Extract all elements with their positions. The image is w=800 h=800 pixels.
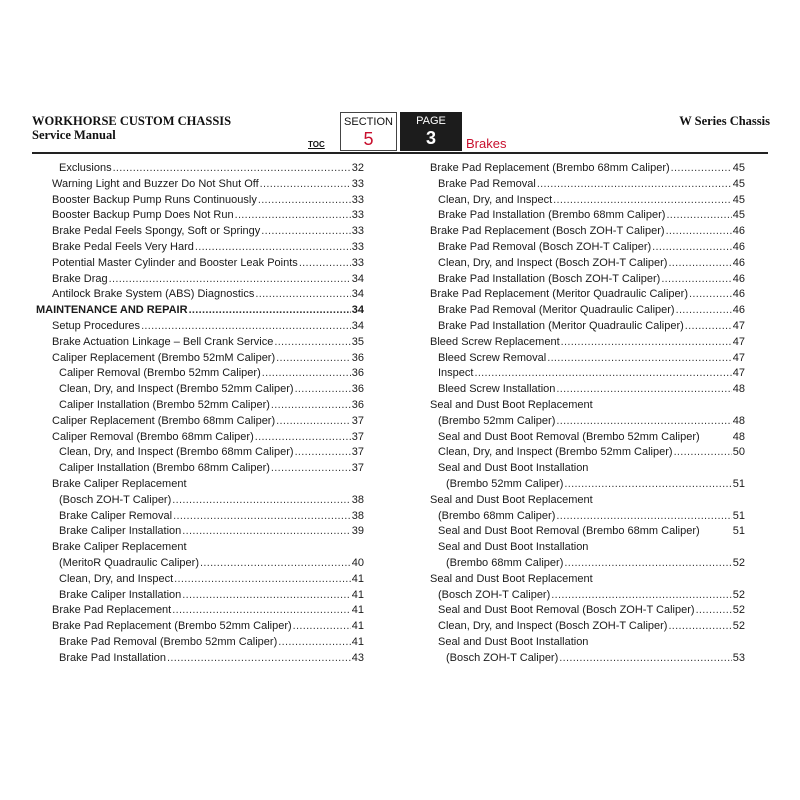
toc-entry-page: 52 bbox=[732, 620, 745, 633]
dot-leader bbox=[295, 382, 351, 398]
toc-entry[interactable] bbox=[430, 445, 745, 461]
toc-entry[interactable] bbox=[36, 208, 364, 224]
toc-entry-page: 33 bbox=[351, 240, 364, 253]
toc-entry-title: Brake Pad Replacement (Meritor Quadraulic Caliper) bbox=[430, 288, 688, 301]
toc-entry-title: Brake Pad Replacement (Brembo 68mm Caliper) bbox=[430, 162, 670, 174]
toc-entry-page: 36 bbox=[351, 383, 364, 396]
toc-entry-title: (Bosch ZOH-T Caliper) bbox=[59, 493, 172, 506]
brand-name: WORKHORSE CUSTOM CHASSIS bbox=[32, 114, 232, 128]
toc-entry-page: 46 bbox=[732, 304, 745, 317]
dot-leader bbox=[671, 161, 732, 177]
toc-entry-page: 51 bbox=[732, 477, 745, 490]
toc-entry-page: 41 bbox=[351, 635, 364, 648]
dot-leader bbox=[172, 603, 351, 619]
toc-entry-title: Clean, Dry, and Inspect (Brembo 52mm Caliper) bbox=[438, 446, 673, 459]
dot-leader bbox=[262, 366, 351, 382]
toc-entry[interactable] bbox=[36, 588, 364, 604]
dot-leader bbox=[195, 240, 351, 256]
toc-entry-title: Booster Backup Pump Runs Continuously bbox=[52, 193, 257, 206]
dot-leader bbox=[547, 351, 732, 367]
manual-type: Service Manual bbox=[32, 128, 116, 142]
toc-entry-title: Brake Pad Removal bbox=[438, 177, 536, 190]
dot-leader bbox=[661, 272, 731, 288]
toc-entry-page: 46 bbox=[732, 256, 745, 269]
toc-entry[interactable] bbox=[36, 351, 364, 367]
toc-entry[interactable] bbox=[36, 224, 364, 240]
toc-entry-title: Seal and Dust Boot Installation bbox=[438, 462, 589, 475]
toc-entry-title: (Brembo 52mm Caliper) bbox=[446, 477, 564, 490]
toc-entry[interactable] bbox=[430, 524, 745, 540]
toc-entry[interactable] bbox=[36, 319, 364, 335]
dot-leader bbox=[200, 556, 351, 572]
toc-entry[interactable] bbox=[36, 556, 364, 572]
toc-entry[interactable] bbox=[430, 635, 745, 651]
section-indicator bbox=[340, 112, 397, 151]
toc-left-column bbox=[36, 161, 364, 667]
toc-entry[interactable] bbox=[430, 540, 745, 556]
toc-entry[interactable] bbox=[430, 335, 745, 351]
toc-entry[interactable] bbox=[36, 177, 364, 193]
toc-entry[interactable] bbox=[430, 651, 745, 667]
toc-entry-page: 34 bbox=[351, 304, 364, 317]
toc-entry-page: 34 bbox=[351, 272, 364, 285]
toc-entry[interactable] bbox=[36, 477, 364, 493]
toc-entry-page: 48 bbox=[732, 414, 745, 427]
section-label: SECTION bbox=[344, 116, 393, 128]
toc-entry[interactable] bbox=[430, 572, 745, 588]
toc-entry[interactable] bbox=[36, 493, 364, 509]
toc-entry-page: 48 bbox=[732, 430, 745, 443]
toc-entry-page: 47 bbox=[732, 335, 745, 348]
toc-entry[interactable] bbox=[36, 303, 364, 319]
toc-right-column bbox=[430, 161, 745, 667]
toc-entry-title: Brake Actuation Linkage – Bell Crank Service bbox=[52, 335, 274, 348]
dot-leader bbox=[182, 524, 350, 540]
toc-entry-title: Brake Pad Installation (Meritor Quadraulic Caliper) bbox=[438, 319, 684, 332]
dot-leader bbox=[271, 398, 351, 414]
toc-entry[interactable] bbox=[430, 493, 745, 509]
toc-entry[interactable] bbox=[430, 477, 745, 493]
toc-entry-title: Brake Caliper Installation bbox=[59, 525, 182, 538]
toc-entry-page: 45 bbox=[732, 209, 745, 222]
toc-entry-page: 41 bbox=[351, 588, 364, 601]
toc-entry-page: 41 bbox=[351, 604, 364, 617]
toc-entry-title: Bleed Screw Installation bbox=[438, 383, 556, 396]
toc-entry-title: Brake Caliper Removal bbox=[59, 509, 173, 522]
dot-leader bbox=[564, 477, 731, 493]
toc-entry[interactable] bbox=[36, 430, 364, 446]
toc-entry-title: (MeritoR Quadraulic Caliper) bbox=[59, 556, 199, 569]
toc-entry-page: 34 bbox=[351, 319, 364, 332]
toc-entry-page: 41 bbox=[351, 572, 364, 585]
toc-entry-page: 46 bbox=[732, 272, 745, 285]
toc-entry-page: 43 bbox=[351, 651, 364, 664]
toc-entry[interactable] bbox=[36, 272, 364, 288]
toc-entry-page: 38 bbox=[351, 509, 364, 522]
dot-leader bbox=[189, 303, 351, 319]
dot-leader bbox=[561, 335, 732, 351]
toc-entry-page: 45 bbox=[732, 177, 745, 190]
toc-entry-title: (Brembo 68mm Caliper) bbox=[446, 556, 564, 569]
dot-leader bbox=[174, 572, 351, 588]
toc-entry[interactable] bbox=[36, 619, 364, 635]
header-divider bbox=[32, 152, 768, 154]
dot-leader bbox=[666, 208, 731, 224]
toc-entry-title: Inspect bbox=[438, 367, 474, 380]
dot-leader bbox=[553, 193, 732, 209]
toc-entry-title: Caliper Removal (Brembo 52mm Caliper) bbox=[59, 367, 261, 380]
toc-entry[interactable] bbox=[36, 287, 364, 303]
chassis-series-title: W Series Chassis bbox=[679, 114, 770, 128]
toc-entry[interactable] bbox=[36, 445, 364, 461]
toc-entry-title: Brake Pad Removal (Brembo 52mm Caliper) bbox=[59, 635, 278, 648]
dot-leader bbox=[261, 224, 350, 240]
toc-entry-title: Setup Procedures bbox=[52, 319, 141, 332]
toc-entry-page: 35 bbox=[351, 335, 364, 348]
toc-entry-title: Caliper Replacement (Brembo 68mm Caliper) bbox=[52, 414, 276, 427]
toc-entry-title: Brake Pedal Feels Spongy, Soft or Springy bbox=[52, 225, 261, 238]
toc-entry-title: Brake Caliper Replacement bbox=[52, 541, 187, 554]
dot-leader bbox=[666, 224, 732, 240]
toc-entry-title: Brake Pad Removal (Meritor Quadraulic Caliper) bbox=[438, 304, 675, 317]
toc-entry-title: Bleed Screw Replacement bbox=[430, 335, 560, 348]
page-indicator bbox=[400, 112, 462, 151]
toc-entry[interactable] bbox=[430, 603, 745, 619]
toc-entry-page: 48 bbox=[732, 383, 745, 396]
toc-entry[interactable] bbox=[36, 398, 364, 414]
toc-entry[interactable] bbox=[36, 509, 364, 525]
toc-entry[interactable] bbox=[36, 161, 364, 177]
dot-leader bbox=[652, 240, 732, 256]
toc-entry[interactable] bbox=[430, 319, 745, 335]
manual-header bbox=[32, 114, 231, 142]
toc-entry-page: 33 bbox=[351, 256, 364, 269]
toc-entry-page: 46 bbox=[732, 225, 745, 238]
toc-entry-page: 51 bbox=[732, 525, 745, 538]
dot-leader bbox=[556, 382, 731, 398]
section-number: 5 bbox=[363, 129, 374, 149]
toc-entry-page: 33 bbox=[351, 209, 364, 222]
dot-leader bbox=[674, 445, 732, 461]
toc-entry[interactable] bbox=[430, 414, 745, 430]
toc-entry-title: Brake Caliper Replacement bbox=[52, 477, 187, 490]
toc-entry-page: 36 bbox=[351, 398, 364, 411]
toc-entry-page: 33 bbox=[351, 177, 364, 190]
toc-entry-title: Seal and Dust Boot Installation bbox=[438, 541, 589, 554]
toc-entry-page: 45 bbox=[732, 162, 745, 174]
dot-leader bbox=[668, 619, 731, 635]
toc-entry[interactable] bbox=[430, 619, 745, 635]
toc-entry-page: 33 bbox=[351, 193, 364, 206]
dot-leader bbox=[278, 635, 351, 651]
toc-entry-title: Brake Caliper Installation bbox=[59, 588, 182, 601]
toc-entry-title: Brake Pad Removal (Bosch ZOH-T Caliper) bbox=[438, 240, 652, 253]
toc-entry-title: Caliper Replacement (Brembo 52mM Caliper) bbox=[52, 351, 276, 364]
dot-leader bbox=[167, 651, 351, 667]
toc-entry[interactable] bbox=[36, 193, 364, 209]
dot-leader bbox=[293, 619, 351, 635]
dot-leader bbox=[559, 651, 731, 667]
dot-leader bbox=[235, 208, 351, 224]
toc-entry-page: 34 bbox=[351, 288, 364, 301]
toc-entry-page: 52 bbox=[732, 604, 745, 617]
toc-entry[interactable] bbox=[430, 272, 745, 288]
toc-entry-page: 32 bbox=[351, 162, 364, 174]
toc-entry-title: Brake Pad Replacement (Brembo 52mm Caliper) bbox=[52, 620, 292, 633]
toc-entry-title: Brake Pad Installation (Bosch ZOH-T Caliper) bbox=[438, 272, 661, 285]
dot-leader bbox=[276, 351, 351, 367]
toc-entry-title: Potential Master Cylinder and Booster Leak Points bbox=[52, 256, 298, 269]
toc-entry-page: 47 bbox=[732, 319, 745, 332]
dot-leader bbox=[668, 256, 731, 272]
section-title: Brakes bbox=[466, 136, 507, 151]
toc-entry-title: Brake Pad Installation bbox=[59, 651, 167, 664]
dot-leader bbox=[564, 556, 731, 572]
toc-entry-page: 36 bbox=[351, 351, 364, 364]
toc-entry[interactable] bbox=[36, 414, 364, 430]
toc-entry-page: 33 bbox=[351, 225, 364, 238]
toc-entry[interactable] bbox=[36, 461, 364, 477]
dot-leader bbox=[260, 177, 351, 193]
toc-entry[interactable] bbox=[430, 588, 745, 604]
toc-entry-page: 52 bbox=[732, 588, 745, 601]
toc-entry-title: Brake Pad Replacement (Bosch ZOH-T Caliper) bbox=[430, 225, 665, 238]
toc-entry-title: Brake Pad Replacement bbox=[52, 604, 172, 617]
dot-leader bbox=[109, 272, 351, 288]
toc-entry[interactable] bbox=[430, 240, 745, 256]
toc-entry-title: Bleed Screw Removal bbox=[438, 351, 547, 364]
toc-entry[interactable] bbox=[36, 335, 364, 351]
dot-leader bbox=[173, 509, 351, 525]
page-number: 3 bbox=[425, 128, 436, 148]
dot-leader bbox=[276, 414, 351, 430]
page-label: PAGE bbox=[416, 115, 446, 127]
toc-entry-title: Clean, Dry, and Inspect (Brembo 52mm Caliper) bbox=[59, 383, 294, 396]
toc-entry-page: 47 bbox=[732, 367, 745, 380]
dot-leader bbox=[113, 161, 351, 177]
toc-entry[interactable] bbox=[36, 524, 364, 540]
dot-leader bbox=[556, 509, 731, 525]
dot-leader bbox=[676, 303, 732, 319]
toc-entry-title: Caliper Installation (Brembo 52mm Caliper) bbox=[59, 398, 270, 411]
toc-entry[interactable] bbox=[430, 287, 745, 303]
toc-entry[interactable] bbox=[430, 161, 745, 177]
dot-leader bbox=[685, 319, 732, 335]
toc-entry-title: Antilock Brake System (ABS) Diagnostics bbox=[52, 288, 255, 301]
toc-entry-title: Clean, Dry, and Inspect (Bosch ZOH-T Caliper) bbox=[438, 620, 668, 633]
toc-entry[interactable] bbox=[430, 556, 745, 572]
toc-entry-title: Booster Backup Pump Does Not Run bbox=[52, 209, 234, 222]
toc-entry[interactable] bbox=[430, 351, 745, 367]
toc-entry-title: Clean, Dry, and Inspect (Bosch ZOH-T Caliper) bbox=[438, 256, 668, 269]
toc-entry-title: Clean, Dry, and Inspect (Brembo 68mm Caliper) bbox=[59, 446, 294, 459]
toc-entry[interactable] bbox=[430, 461, 745, 477]
toc-entry-page: 45 bbox=[732, 193, 745, 206]
toc-entry-title: Brake Pad Installation (Brembo 68mm Caliper) bbox=[438, 209, 666, 222]
toc-entry-page: 51 bbox=[732, 509, 745, 522]
toc-entry-page: 40 bbox=[351, 556, 364, 569]
dot-leader bbox=[255, 430, 351, 446]
toc-entry-page: 41 bbox=[351, 620, 364, 633]
toc-entry-page: 37 bbox=[351, 430, 364, 443]
toc-entry[interactable] bbox=[430, 224, 745, 240]
toc-entry-page: 46 bbox=[732, 288, 745, 301]
toc-entry-title: Seal and Dust Boot Removal (Bosch ZOH-T Caliper) bbox=[438, 604, 695, 617]
toc-entry-page: 37 bbox=[351, 462, 364, 475]
toc-entry-title: Seal and Dust Boot Installation bbox=[438, 635, 589, 648]
toc-entry[interactable] bbox=[430, 509, 745, 525]
dot-leader bbox=[696, 603, 732, 619]
toc-entry-title: Caliper Installation (Brembo 68mm Caliper) bbox=[59, 462, 270, 475]
dot-leader bbox=[474, 366, 731, 382]
toc-entry-title: Clean, Dry, and Inspect bbox=[59, 572, 174, 585]
toc-entry[interactable] bbox=[36, 572, 364, 588]
toc-entry[interactable] bbox=[36, 366, 364, 382]
toc-entry-title: (Brembo 68mm Caliper) bbox=[438, 509, 556, 522]
dot-leader bbox=[182, 588, 350, 604]
toc-entry-page: 52 bbox=[732, 556, 745, 569]
dot-leader bbox=[295, 445, 351, 461]
toc-entry-title: MAINTENANCE AND REPAIR bbox=[36, 304, 188, 317]
dot-leader bbox=[172, 493, 350, 509]
toc-entry[interactable] bbox=[430, 366, 745, 382]
toc-entry[interactable] bbox=[36, 240, 364, 256]
dot-leader bbox=[274, 335, 350, 351]
toc-entry-page: 38 bbox=[351, 493, 364, 506]
toc-entry-page: 37 bbox=[351, 446, 364, 459]
toc-entry-title: (Bosch ZOH-T Caliper) bbox=[446, 651, 559, 664]
toc-entry[interactable] bbox=[430, 430, 745, 446]
toc-link[interactable]: TOC bbox=[308, 140, 325, 149]
toc-entry[interactable] bbox=[430, 193, 745, 209]
dot-leader bbox=[141, 319, 351, 335]
toc-entry-page: 47 bbox=[732, 351, 745, 364]
toc-entry[interactable] bbox=[36, 382, 364, 398]
toc-entry[interactable] bbox=[36, 540, 364, 556]
toc-entry[interactable] bbox=[36, 651, 364, 667]
toc-entry-title: Exclusions bbox=[59, 162, 112, 174]
toc-entry-title: Seal and Dust Boot Replacement bbox=[430, 398, 593, 411]
toc-entry-title: Seal and Dust Boot Replacement bbox=[430, 572, 593, 585]
dot-leader bbox=[255, 287, 350, 303]
toc-entry[interactable] bbox=[430, 398, 745, 414]
toc-entry[interactable] bbox=[430, 208, 745, 224]
toc-entry[interactable] bbox=[430, 303, 745, 319]
toc-entry-title: Seal and Dust Boot Removal (Brembo 52mm Caliper) bbox=[438, 430, 700, 443]
toc-entry-title: (Bosch ZOH-T Caliper) bbox=[438, 588, 551, 601]
dot-leader bbox=[537, 177, 732, 193]
toc-entry-title: Clean, Dry, and Inspect bbox=[438, 193, 553, 206]
toc-entry-title: Brake Pedal Feels Very Hard bbox=[52, 240, 194, 253]
toc-entry-title: Seal and Dust Boot Removal (Brembo 68mm Caliper) bbox=[438, 525, 700, 538]
toc-entry-page: 36 bbox=[351, 367, 364, 380]
toc-entry-title: Warning Light and Buzzer Do Not Shut Off bbox=[52, 177, 259, 190]
toc-entry-title: Caliper Removal (Brembo 68mm Caliper) bbox=[52, 430, 254, 443]
toc-entry-page: 39 bbox=[351, 525, 364, 538]
toc-entry[interactable] bbox=[36, 603, 364, 619]
toc-entry-page: 46 bbox=[732, 240, 745, 253]
toc-entry-title: Seal and Dust Boot Replacement bbox=[430, 493, 593, 506]
toc-entry-title: Brake Drag bbox=[52, 272, 108, 285]
toc-entry-page: 53 bbox=[732, 651, 745, 664]
toc-entry-page: 50 bbox=[732, 446, 745, 459]
dot-leader bbox=[258, 193, 351, 209]
dot-leader bbox=[689, 287, 732, 303]
toc-entry-title: (Brembo 52mm Caliper) bbox=[438, 414, 556, 427]
toc-entry[interactable] bbox=[430, 256, 745, 272]
toc-entry[interactable] bbox=[430, 177, 745, 193]
dot-leader bbox=[556, 414, 731, 430]
dot-leader bbox=[551, 588, 731, 604]
toc-entry[interactable] bbox=[430, 382, 745, 398]
toc-entry[interactable] bbox=[36, 256, 364, 272]
dot-leader bbox=[299, 256, 351, 272]
dot-leader bbox=[271, 461, 351, 477]
toc-entry[interactable] bbox=[36, 635, 364, 651]
toc-entry-page: 37 bbox=[351, 414, 364, 427]
